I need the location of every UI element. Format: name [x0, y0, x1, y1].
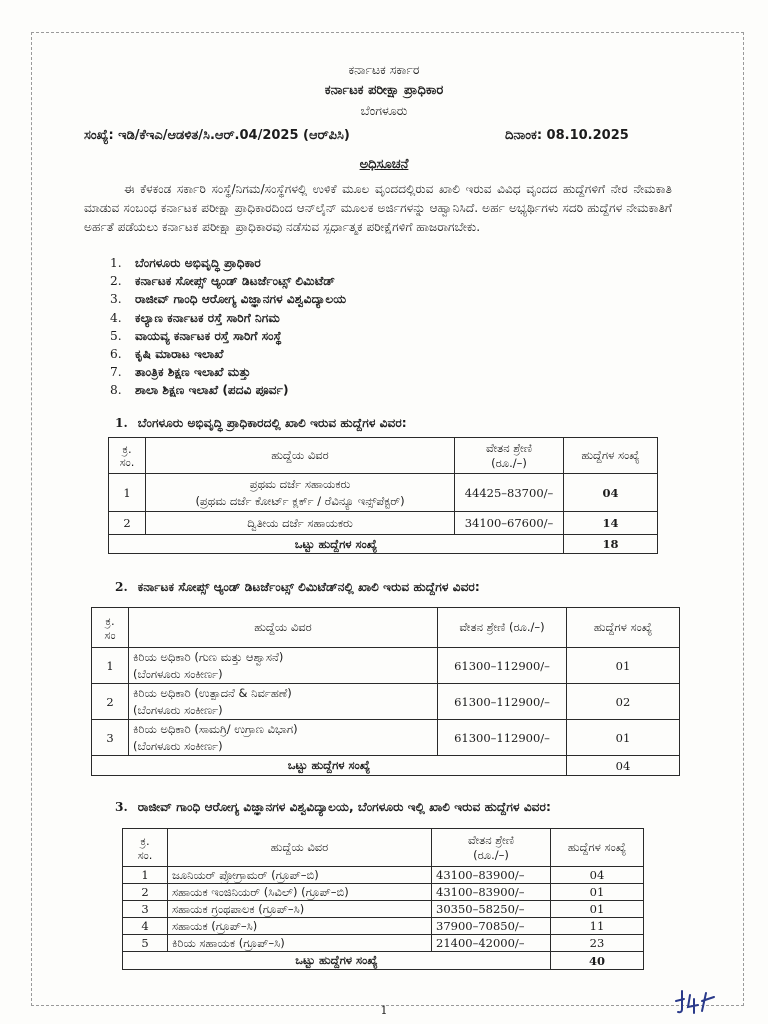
total-value: 40 — [551, 952, 644, 970]
list-item: 5. ವಾಯವ್ಯ ಕರ್ನಾಟಕ ರಸ್ತೆ ಸಾರಿಗೆ ಸಂಸ್ಥೆ — [110, 328, 282, 343]
cell-sl: 5 — [123, 935, 168, 952]
section2-title: 2. ಕರ್ನಾಟಕ ಸೋಪ್ಸ್ ಆ್ಯಂಡ್ ಡಿಟರ್ಜೆಂಟ್ಸ್ ಲಿಮಿಟೆಡ್‌ನಲ್ಲಿ ಖಾಲಿ ಇರುವ ಹುದ್ದೆಗಳ ವಿವರ: — [115, 580, 480, 594]
cell-sl: 3 — [92, 720, 129, 756]
col-post: ಹುದ್ದೆಯ ವಿವರ — [129, 608, 438, 648]
cell-pay: 43100–83900/– — [432, 867, 551, 884]
header-city: ಬೆಂಗಳೂರು — [360, 103, 408, 118]
section2-table — [91, 607, 680, 776]
section3-table — [122, 828, 644, 970]
table-row — [92, 648, 680, 684]
cell-post: ದ್ವಿತೀಯ ದರ್ಜೆ ಸಹಾಯಕರು — [146, 512, 455, 535]
list-item: 4. ಕಲ್ಯಾಣ ಕರ್ನಾಟಕ ರಸ್ತೆ ಸಾರಿಗೆ ನಿಗಮ — [110, 310, 280, 325]
col-count: ಹುದ್ದೆಗಳ ಸಂಖ್ಯೆ — [564, 438, 658, 474]
total-row — [92, 756, 680, 776]
cell-count: 01 — [567, 648, 680, 684]
intro-paragraph: ಈ ಕೆಳಕಂಡ ಸರ್ಕಾರಿ ಸಂಸ್ಥೆ/ನಿಗಮ/ಸಂಸ್ಥೆಗಳಲ್ಲಿ ಉಳಿಕೆ ಮೂಲ ವೃಂದದಲ್ಲಿರುವ ಖಾಲಿ ಇರುವ ವಿವಿಧ ವೃಂದದ ಹುದ್ದೆಗಳಿಗೆ ನೇರ ನೇಮಕಾತಿ ಮಾಡುವ ಸಂಬಂಧ ಕರ್ನಾಟಕ ಪರೀಕ್ಷಾ ಪ್ರಾಧಿಕಾರದಿಂದ ಆನ್‌ಲೈನ್ ಮೂಲಕ ಅರ್ಜಿಗಳನ್ನು ಆಹ್ವಾನಿಸಿದೆ. ಅರ್ಹ ಅಭ್ಯರ್ಥಿಗಳು ಸದರಿ ಹುದ್ದೆಗಳ ನೇಮಕಾತಿಗೆ ಅರ್ಹತೆ ಪಡೆಯಲು ಕರ್ನಾಟಕ ಪರೀಕ್ಷಾ ಪ್ರಾಧಿಕಾರವು ನಡೆಸುವ ಸ್ಪರ್ಧಾತ್ಮಕ ಪರೀಕ್ಷೆಗಳಿಗೆ ಹಾಜರಾಗಬೇಕು. — [84, 182, 672, 234]
total-label: ಒಟ್ಟು ಹುದ್ದೆಗಳ ಸಂಖ್ಯೆ — [123, 952, 551, 970]
table-row — [123, 935, 644, 952]
table-row — [123, 867, 644, 884]
cell-post: ಸಹಾಯಕ (ಗ್ರೂಪ್–ಸಿ) — [168, 918, 432, 935]
cell-pay: 44425–83700/– — [455, 474, 564, 512]
cell-sl: 2 — [92, 684, 129, 720]
cell-post: ಕಿರಿಯ ಅಧಿಕಾರಿ (ಗುಣ ಮತ್ತು ಆಶ್ವಾಸನೆ) (ಬೆಂಗಳೂರು ಸಂಕೀರ್ಣ) — [129, 648, 438, 684]
cell-sl: 4 — [123, 918, 168, 935]
cell-count: 01 — [551, 884, 644, 901]
cell-post: ಕಿರಿಯ ಸಹಾಯಕ (ಗ್ರೂಪ್–ಸಿ) — [168, 935, 432, 952]
cell-post: ಜೂನಿಯರ್ ಪ್ರೋಗ್ರಾಮರ್ (ಗ್ರೂಪ್–ಬಿ) — [168, 867, 432, 884]
cell-count: 23 — [551, 935, 644, 952]
cell-sl: 1 — [123, 867, 168, 884]
cell-sl: 1 — [92, 648, 129, 684]
col-pay: ವೇತನ ಶ್ರೇಣಿ (ರೂ./–) — [455, 438, 564, 474]
page-number: 1 — [380, 1004, 388, 1017]
cell-count: 02 — [567, 684, 680, 720]
table-row — [123, 884, 644, 901]
table-row — [109, 474, 658, 512]
cell-post: ಪ್ರಥಮ ದರ್ಜೆ ಸಹಾಯಕರು (ಪ್ರಥಮ ದರ್ಜೆ ಕೋರ್ಟ್ ಕ್ಲರ್ಕ್ / ರೆವಿನ್ಯೂ ಇನ್ಸ್‌ಪೆಕ್ಟರ್) — [146, 474, 455, 512]
cell-count: 04 — [551, 867, 644, 884]
list-item: 3. ರಾಜೀವ್ ಗಾಂಧಿ ಆರೋಗ್ಯ ವಿಜ್ಞಾನಗಳ ವಿಶ್ವವಿದ್ಯಾಲಯ — [110, 292, 347, 307]
table-row — [123, 901, 644, 918]
header-authority: ಕರ್ನಾಟಕ ಪರೀಕ್ಷಾ ಪ್ರಾಧಿಕಾರ — [324, 83, 444, 98]
table-row — [92, 720, 680, 756]
cell-count: 04 — [564, 474, 658, 512]
section1-title: 1. ಬೆಂಗಳೂರು ಅಭಿವೃದ್ಧಿ ಪ್ರಾಧಿಕಾರದಲ್ಲಿ ಖಾಲಿ ಇರುವ ಹುದ್ದೆಗಳ ವಿವರ: — [115, 416, 407, 430]
total-label: ಒಟ್ಟು ಹುದ್ದೆಗಳ ಸಂಖ್ಯೆ — [92, 756, 567, 776]
cell-post: ಕಿರಿಯ ಅಧಿಕಾರಿ (ಸಾಮಗ್ರಿ/ ಉಗ್ರಾಣ ವಿಭಾಗ) (ಬೆಂಗಳೂರು ಸಂಕೀರ್ಣ) — [129, 720, 438, 756]
table-row — [123, 918, 644, 935]
list-item: 2. ಕರ್ನಾಟಕ ಸೋಪ್ಸ್ ಆ್ಯಂಡ್ ಡಿಟರ್ಜೆಂಟ್ಸ್ ಲಿಮಿಟೆಡ್ — [110, 274, 336, 289]
list-item: 7. ತಾಂತ್ರಿಕ ಶಿಕ್ಷಣ ಇಲಾಖೆ ಮತ್ತು — [110, 365, 251, 380]
col-count: ಹುದ್ದೆಗಳ ಸಂಖ್ಯೆ — [551, 829, 644, 867]
cell-sl: 2 — [123, 884, 168, 901]
cell-count: 11 — [551, 918, 644, 935]
col-sl: ಕ್ರ. ಸಂ. — [109, 438, 146, 474]
cell-sl: 3 — [123, 901, 168, 918]
cell-sl: 1 — [109, 474, 146, 512]
cell-pay: 30350–58250/– — [432, 901, 551, 918]
list-item: 1. ಬೆಂಗಳೂರು ಅಭಿವೃದ್ಧಿ ಪ್ರಾಧಿಕಾರ — [110, 256, 261, 270]
col-sl: ಕ್ರ. ಸಂ — [92, 608, 129, 648]
col-post: ಹುದ್ದೆಯ ವಿವರ — [168, 829, 432, 867]
cell-pay: 21400–42000/– — [432, 935, 551, 952]
cell-post: ಸಹಾಯಕ ಇಂಜಿನಿಯರ್ (ಸಿವಿಲ್) (ಗ್ರೂಪ್–ಬಿ) — [168, 884, 432, 901]
col-pay: ವೇತನ ಶ್ರೇಣಿ (ರೂ./–) — [438, 608, 567, 648]
col-count: ಹುದ್ದೆಗಳ ಸಂಖ್ಯೆ — [567, 608, 680, 648]
table-row — [92, 684, 680, 720]
department-list — [110, 254, 346, 400]
cell-pay: 61300–112900/– — [438, 648, 567, 684]
header-government: ಕರ್ನಾಟಕ ಸರ್ಕಾರ — [348, 62, 420, 77]
cell-count: 14 — [564, 512, 658, 535]
section3-title: 3. ರಾಜೀವ್ ಗಾಂಧಿ ಆರೋಗ್ಯ ವಿಜ್ಞಾನಗಳ ವಿಶ್ವವಿದ್ಯಾಲಯ, ಬೆಂಗಳೂರು ಇಲ್ಲಿ ಖಾಲಿ ಇರುವ ಹುದ್ದೆಗಳ ವಿವರ: — [115, 800, 551, 814]
cell-pay: 61300–112900/– — [438, 720, 567, 756]
reference-number: ಸಂಖ್ಯೆ: ಇಡಿ/ಕೆಇಎ/ಆಡಳಿತ/ಸಿ.ಆರ್.04/2025 (ಆರ್‌ಪಿಸಿ) — [84, 128, 350, 143]
cell-pay: 37900–70850/– — [432, 918, 551, 935]
list-item: 8. ಶಾಲಾ ಶಿಕ್ಷಣ ಇಲಾಖೆ (ಪದವಿ ಪೂರ್ವ) — [110, 383, 289, 398]
cell-count: 01 — [551, 901, 644, 918]
total-label: ಒಟ್ಟು ಹುದ್ದೆಗಳ ಸಂಖ್ಯೆ — [109, 535, 564, 554]
col-sl: ಕ್ರ. ಸಂ. — [123, 829, 168, 867]
col-pay: ವೇತನ ಶ್ರೇಣಿ (ರೂ./–) — [432, 829, 551, 867]
cell-pay: 43100–83900/– — [432, 884, 551, 901]
cell-pay: 61300–112900/– — [438, 684, 567, 720]
notification-title: ಅಧಿಸೂಚನೆ — [359, 157, 409, 172]
table-header-row — [92, 608, 680, 648]
col-post: ಹುದ್ದೆಯ ವಿವರ — [146, 438, 455, 474]
list-item: 6. ಕೃಷಿ ಮಾರಾಟ ಇಲಾಖೆ — [110, 346, 224, 361]
cell-count: 01 — [567, 720, 680, 756]
total-row — [123, 952, 644, 970]
total-value: 18 — [564, 535, 658, 554]
total-value: 04 — [567, 756, 680, 776]
table-header-row — [109, 438, 658, 474]
section1-table — [108, 437, 658, 554]
table-row — [109, 512, 658, 535]
table-header-row — [123, 829, 644, 867]
cell-sl: 2 — [109, 512, 146, 535]
notification-date: ದಿನಾಂಕ: 08.10.2025 — [505, 128, 629, 143]
cell-pay: 34100–67600/– — [455, 512, 564, 535]
total-row — [109, 535, 658, 554]
cell-post: ಸಹಾಯಕ ಗ್ರಂಥಪಾಲಕ (ಗ್ರೂಪ್–ಸಿ) — [168, 901, 432, 918]
cell-post: ಕಿರಿಯ ಅಧಿಕಾರಿ (ಉತ್ಪಾದನೆ & ನಿರ್ವಹಣೆ) (ಬೆಂಗಳೂರು ಸಂಕೀರ್ಣ) — [129, 684, 438, 720]
